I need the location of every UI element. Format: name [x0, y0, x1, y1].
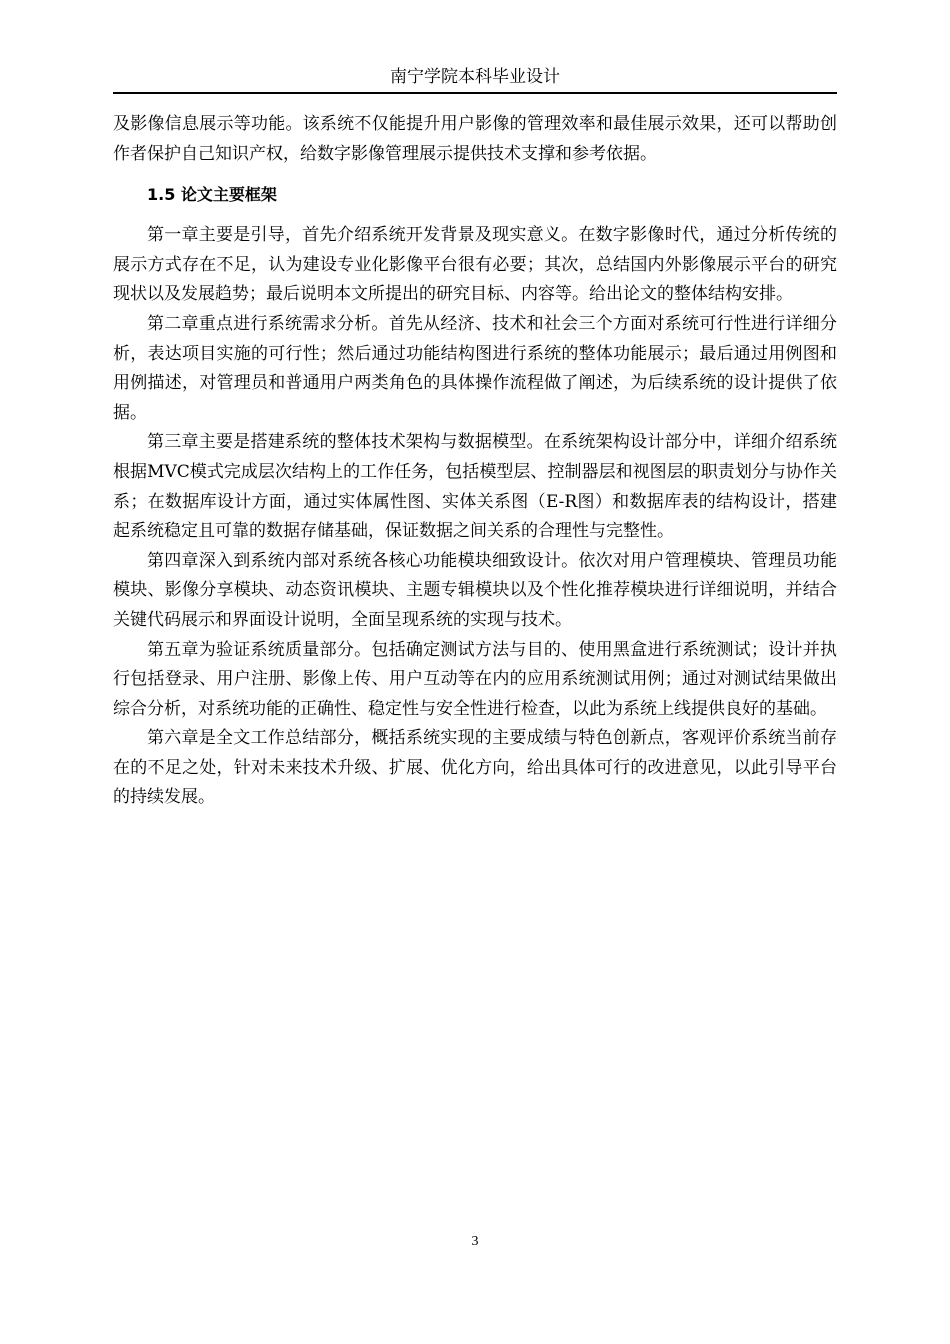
document-body — [113, 110, 837, 813]
chapter-2-summary: 第二章重点进行系统需求分析。首先从经济、技术和社会三个方面对系统可行性进行详细分析，表达项目实施的可行性；然后通过功能结构图进行系统的整体功能展示；最后通过用例图和用例描述，对管理员和普通用户两类角色的具体操作流程做了阐述，为后续系统的设计提供了依据。 — [113, 313, 837, 423]
chapter-6-summary: 第六章是全文工作总结部分，概括系统实现的主要成绩与特色创新点，客观评价系统当前存在的不足之处，针对未来技术升级、扩展、优化方向，给出具体可行的改进意见，以此引导平台的持续发展。 — [113, 728, 837, 808]
chapter-5-summary: 第五章为验证系统质量部分。包括确定测试方法与目的、使用黑盒进行系统测试；设计并执行包括登录、用户注册、影像上传、用户互动等在内的应用系统测试用例；通过对测试结果做出综合分析，对系统功能的正确性、稳定性与安全性进行检查，以此为系统上线提供良好的基础。 — [113, 639, 837, 719]
chapter-4-summary: 第四章深入到系统内部对系统各核心功能模块细致设计。依次对用户管理模块、管理员功能模块、影像分享模块、动态资讯模块、主题专辑模块以及个性化推荐模块进行详细说明，并结合关键代码展示和界面设计说明，全面呈现系统的实现与技术。 — [113, 550, 837, 630]
chapter-3-summary: 第三章主要是搭建系统的整体技术架构与数据模型。在系统架构设计部分中，详细介绍系统根据MVC模式完成层次结构上的工作任务，包括模型层、控制器层和视图层的职责划分与协作关系；在数据库设计方面，通过实体属性图、实体关系图（E-R图）和数据库表的结构设计，搭建起系统稳定且可靠的数据存储基础，保证数据之间关系的合理性与完整性。 — [113, 432, 837, 542]
section-heading: 1.5 论文主要框架 — [147, 185, 277, 205]
chapter-1-summary: 第一章主要是引导，首先介绍系统开发背景及现实意义。在数字影像时代，通过分析传统的展示方式存在不足，认为建设专业化影像平台很有必要；其次，总结国内外影像展示平台的研究现状以及发展趋势；最后说明本文所提出的研究目标、内容等。给出论文的整体结构安排。 — [113, 225, 837, 305]
header-title: 南宁学院本科毕业设计 — [390, 67, 560, 87]
page-header — [113, 62, 837, 94]
intro-paragraph: 及影像信息展示等功能。该系统不仅能提升用户影像的管理效率和最佳展示效果，还可以帮助创作者保护自己知识产权，给数字影像管理展示提供技术支撑和参考依据。 — [113, 114, 837, 164]
page-number: 3 — [471, 1234, 479, 1249]
